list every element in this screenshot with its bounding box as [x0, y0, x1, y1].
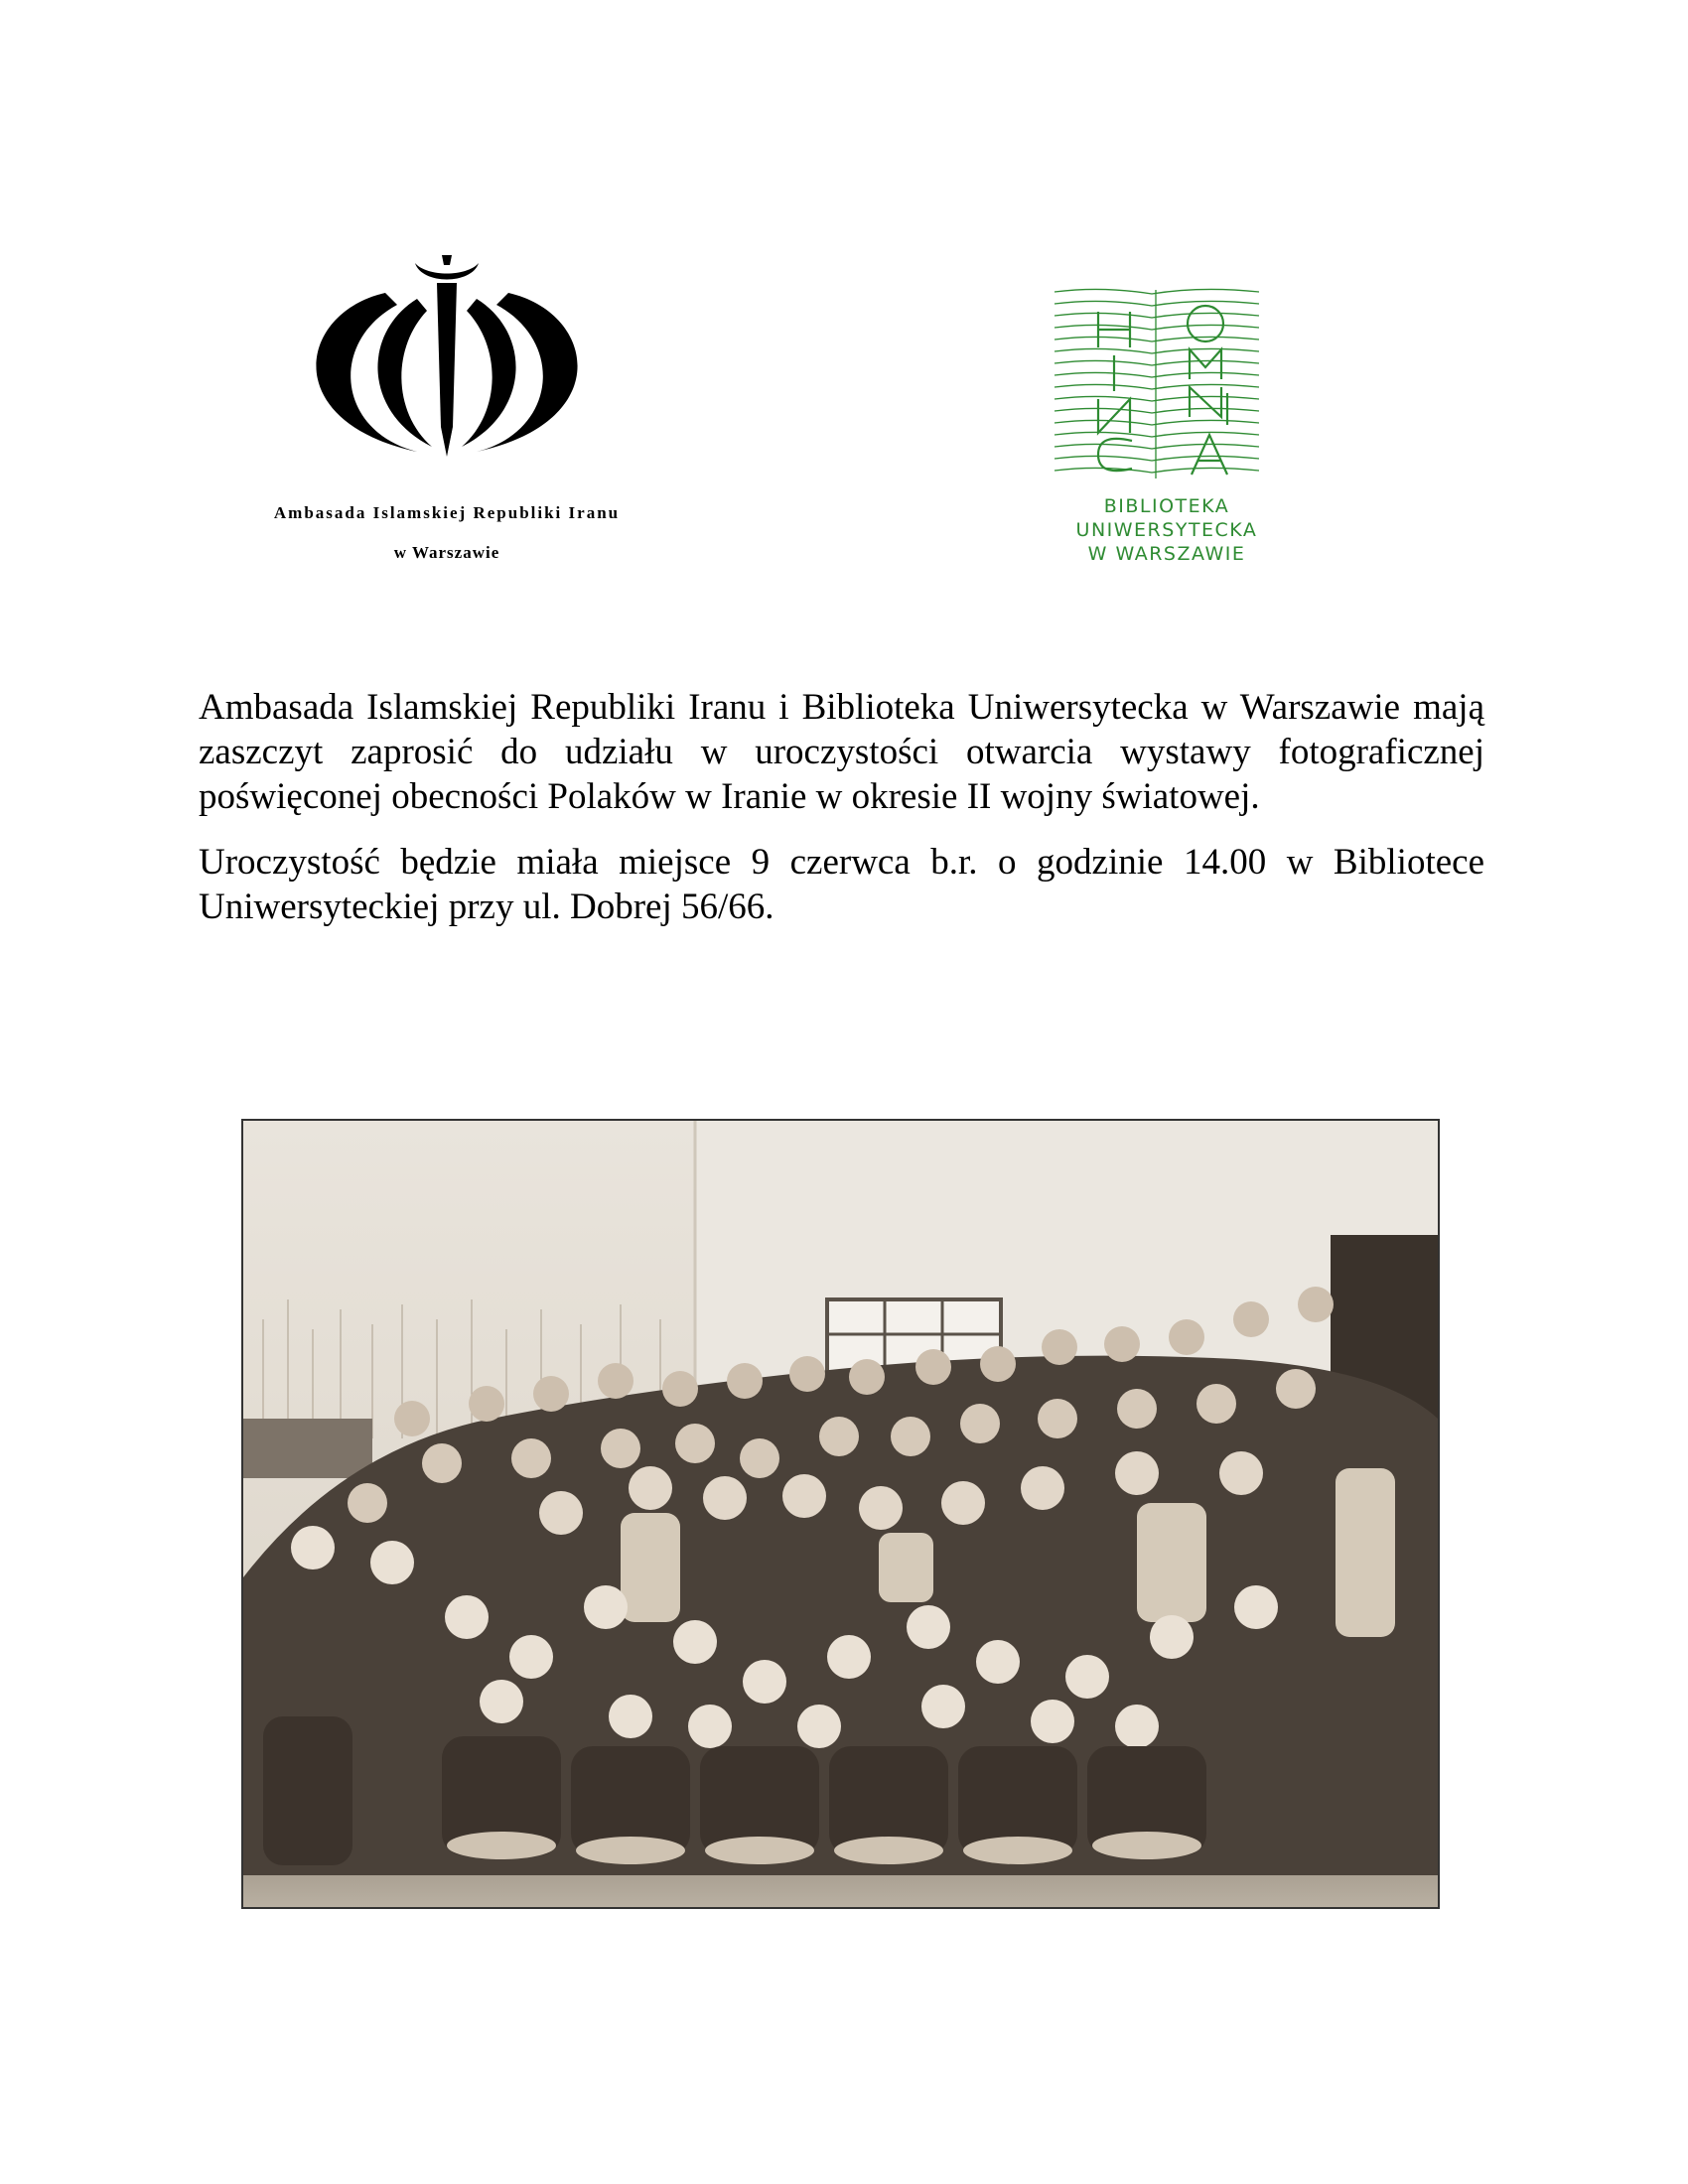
library-name-line2: UNIWERSYTECKA	[1075, 519, 1258, 541]
iran-emblem-icon	[268, 253, 626, 462]
invitation-text	[199, 685, 1484, 950]
group-photo	[241, 1119, 1440, 1909]
embassy-caption-line2: w Warszawie	[393, 543, 500, 562]
library-logo-block	[1053, 284, 1281, 566]
library-name-line1: BIBLIOTEKA	[1103, 495, 1230, 517]
embassy-logo-block	[228, 253, 665, 563]
historical-group-photo-icon	[243, 1121, 1438, 1907]
library-name-line3: W WARSZAWIE	[1087, 543, 1246, 565]
invitation-paragraph-1: Ambasada Islamskiej Republiki Iranu i Biblioteka Uniwersytecka w Warszawie mają zaszczyt zaprosić do udziału w uroczystości otwarcia wystawy fotograficznej poświęconej obecności Polaków w Iranie w okresie II wojny światowej.	[199, 687, 1484, 817]
homini-omnia-book-icon	[1053, 284, 1261, 492]
invitation-paragraph-2: Uroczystość będzie miała miejsce 9 czerwca b.r. o godzinie 14.00 w Bibliotece Uniwersyteckiej przy ul. Dobrej 56/66.	[199, 842, 1484, 927]
embassy-caption-line1: Ambasada Islamskiej Republiki Iranu	[273, 503, 621, 522]
library-name	[1053, 494, 1281, 566]
